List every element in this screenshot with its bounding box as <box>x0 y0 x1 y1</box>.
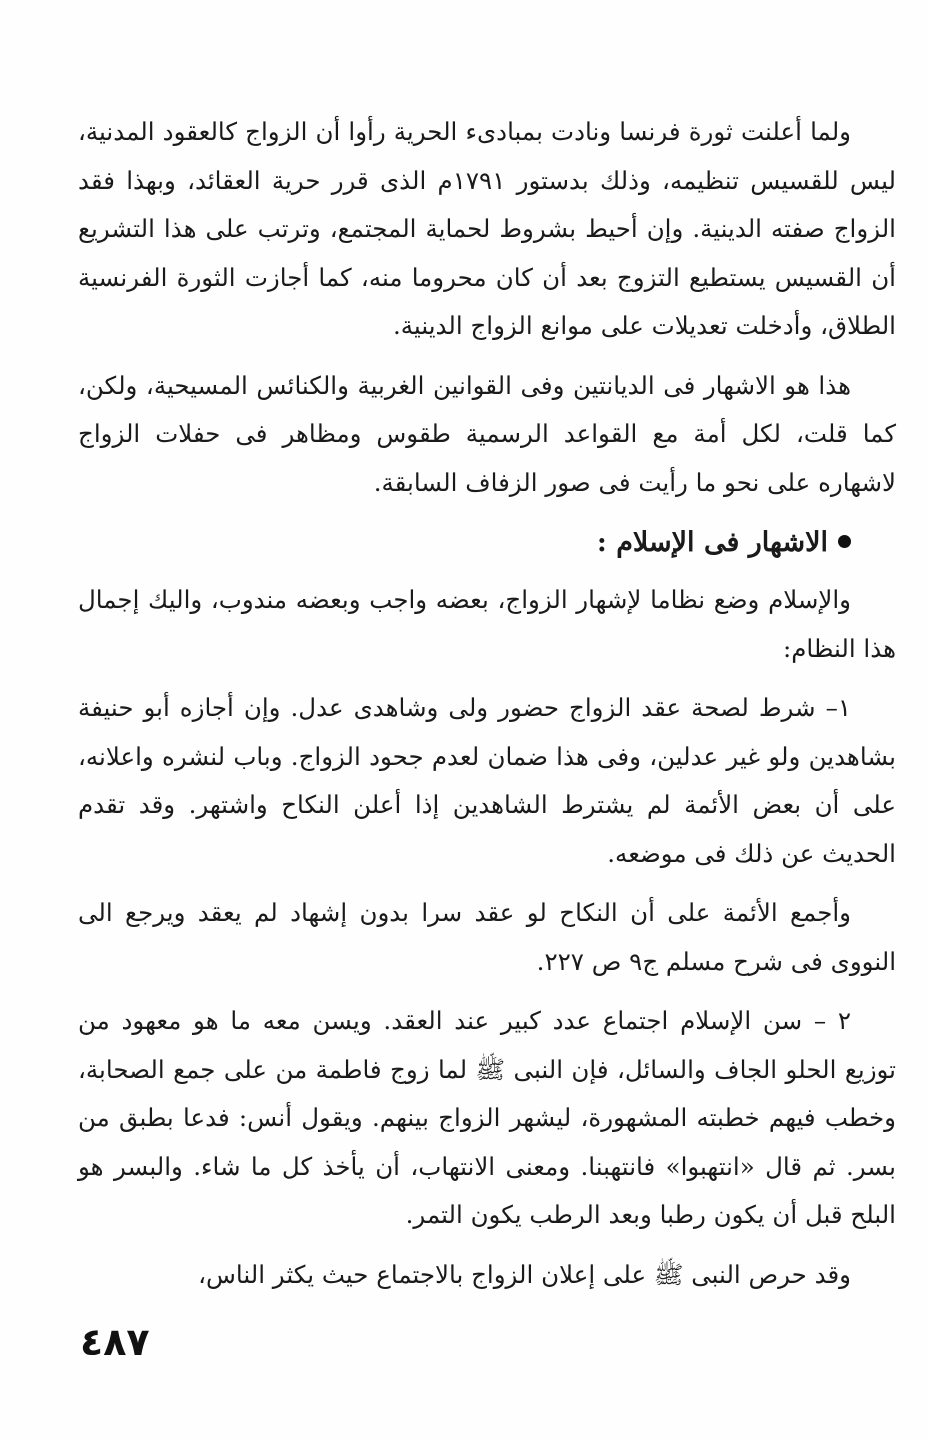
paragraph-point-two: ٢ – سن الإسلام اجتماع عدد كبير عند العقد. ويسن معه ما هو معهود من توزيع الحلو الجاف والسائل، فإن النبى ﷺ لما زوج فاطمة من على جمع الصحابة، وخطب فيهم خطبته المشهورة، ليشهر الزواج بينهم. ويقول أنس: فدعا بطبق من بسر. ثم قال «انتهبوا» فانتهبنا. ومعنى الانتهاب، أن يأخذ كل ما شاء. والبسر هو البلح قبل أن يكون رطبا وبعد الرطب يكون التمر. <box>78 1006 896 1229</box>
paragraph-islam-system: والإسلام وضع نظاما لإشهار الزواج، بعضه واجب وبعضه مندوب، واليك إجمال هذا النظام: <box>78 585 896 663</box>
section-heading <box>78 518 896 568</box>
paragraph-point-one: ١– شرط لصحة عقد الزواج حضور ولى وشاهدى عدل. وإن أجازه أبو حنيفة بشاهدين ولو غير عدلين، وفى هذا ضمان لعدم جحود الزواج. وباب لنشره واعلانه، على أن بعض الأئمة لم يشترط الشاهدين إذا أعلن النكاح واشتهر. وقد تقدم الحديث عن ذلك فى موضعه. <box>78 693 896 868</box>
page-number: ٤٨٧ <box>80 1320 150 1364</box>
paragraph-prophet-announcement: وقد حرص النبى ﷺ على إعلان الزواج بالاجتماع حيث يكثر الناس، <box>198 1259 851 1289</box>
paragraph-consensus: وأجمع الأئمة على أن النكاح لو عقد سرا بدون إشهاد لم يعقد ويرجع الى النووى فى شرح مسلم ج٩ ص ٢٢٧. <box>78 898 896 976</box>
bullet-icon <box>838 535 851 548</box>
paragraph-french-revolution: ولما أعلنت ثورة فرنسا ونادت بمبادىء الحرية رأوا أن الزواج كالعقود المدنية، ليس للقسيس تنظيمه، وذلك بدستور ١٧٩١م الذى قرر حرية العقائد، وبهذا فقد الزواج صفته الدينية. وإن أحيط بشروط لحماية المجتمع، وترتب على هذا التشريع أن القسيس يستطيع التزوج بعد أن كان محروما منه، كما أجازت الثورة الفرنسية الطلاق، وأدخلت تعديلات على موانع الزواج الدينية. <box>78 117 896 340</box>
paragraph-western-laws: هذا هو الاشهار فى الديانتين وفى القوانين الغربية والكنائس المسيحية، ولكن، كما قلت، لكل أمة مع القواعد الرسمية طقوس ومظاهر فى حفلات الزواج لاشهاره على نحو ما رأيت فى صور الزفاف السابقة. <box>78 370 896 497</box>
section-heading-text: الاشهار فى الإسلام : <box>596 527 828 558</box>
page-body <box>78 108 896 1310</box>
